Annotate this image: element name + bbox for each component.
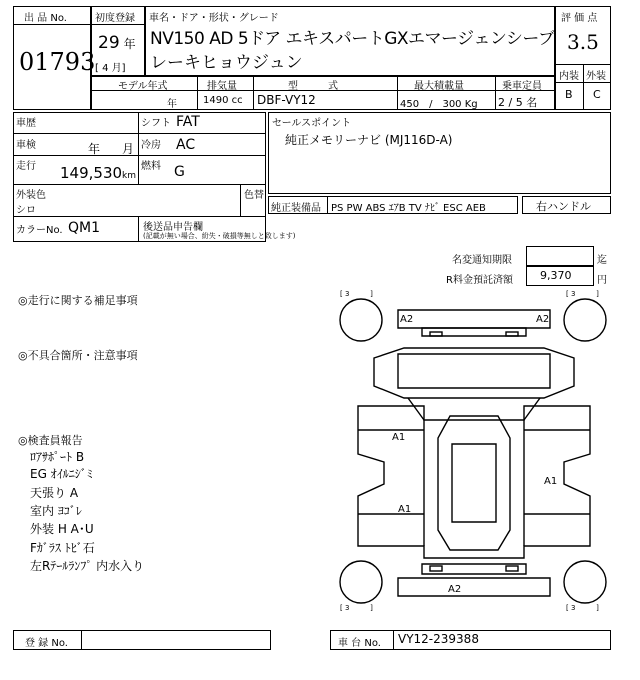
name-change-label: 名変通知期限 [452,255,512,266]
mileage-value: 149,530km [60,164,137,182]
rating-value: 3.5 [567,30,599,54]
chassis-no: VY12-239388 [398,632,479,646]
inspector-line: Fｶﾞﾗｽ ﾄﾋﾞ石 [30,541,95,555]
ac-label: 冷房 [141,140,161,151]
mark-front-left: A2 [400,314,414,325]
mark-rear-bumper: A2 [448,584,462,595]
ext-color-label: 外装色 [16,190,46,201]
inspection-month: 月 [122,142,135,156]
model-year-label: モデル年式 [118,81,168,92]
mileage-label: 走行 [16,161,36,172]
chassis-label: 車 台 No. [338,638,381,649]
aftermarket-note: (記載が無い場合、紛失・破損等無しと致します) [143,232,296,240]
model-label: 型 式 [288,81,338,92]
aftermarket-label: 後送品申告欄 [143,222,203,233]
inspector-line: 室内 ﾖｺﾞﾚ [30,504,82,518]
fuel-value: G [174,164,185,180]
ac-value: AC [176,137,196,153]
car-title-line2: レーキヒョウジュン [150,53,303,73]
car-title-line1: NV150 AD 5ドア エキスパートGXエマージェンシーブ [150,29,555,49]
inspection-year: 年 [88,142,101,156]
interior-grade: B [565,88,573,101]
equipment-value: PS PW ABS ｴｱB TV ﾅﾋﾞ ESC AEB [331,203,486,214]
history-label: 車歴 [16,118,36,129]
wheel-rear-left [340,561,382,603]
exterior-label: 外装 [586,71,606,82]
color-no-label: カラーNo. [16,225,63,236]
lot-no: 01793 [19,48,96,76]
displacement-label: 排気量 [207,81,237,92]
defects-label: ◎不具合箇所・注意事項 [18,349,138,362]
hood-outline [374,348,574,398]
name-change-unit: 迄 [597,255,607,266]
model-year-unit: 年 [167,99,177,110]
equipment-label: 純正装備品 [271,203,321,214]
roof-outline [438,416,510,550]
wheel-front-left [340,299,382,341]
lot-no-label: 出 品 No. [24,13,67,24]
model-code: DBF-VY12 [257,93,316,107]
repaint-label: 色替 [244,190,264,201]
sales-point-value: 純正メモリーナビ (MJ116D-A) [285,133,453,147]
mark-right-rear: A1 [544,476,558,487]
inspector-line: ﾛｱｻﾎﾟｰﾄ B [30,450,85,464]
recycle-label: R料金預託済額 [446,275,513,286]
mark-front-right: A2 [536,314,550,325]
diagram-corner-tl: [ 3 ] [340,290,373,298]
inspector-line: 左Rﾃｰﾙﾗﾝﾌﾟ 内水入り [30,559,145,573]
inspector-line: 外装 H A･U [30,522,94,536]
exterior-grade: C [593,88,601,101]
interior-label: 内装 [559,71,579,82]
wheel-front-right [564,299,606,341]
steering-value: 右ハンドル [536,200,591,213]
mark-left-rear-door: A1 [398,504,412,515]
diagram-corner-br: [ 3 ] [566,604,599,612]
max-load-label: 最大積載量 [414,81,464,92]
sales-point-label: セールスポイント [272,118,352,129]
fuel-label: 燃料 [141,161,161,172]
supplement-label: ◎走行に関する補足事項 [18,294,138,307]
shift-label: シフト [141,118,171,129]
capacity-label: 乗車定員 [502,81,542,92]
diagram-corner-bl: [ 3 ] [340,604,373,612]
max-load-value: 450 / 300 Kg [400,99,478,110]
first-reg-month: [ 4 月] [95,63,126,74]
name-change-box [526,246,594,266]
reg-no-label: 登 録 No. [25,638,68,649]
displacement-value: 1490 cc [203,95,243,106]
mark-left-front-door: A1 [392,432,406,443]
recycle-value: 9,370 [540,269,572,282]
inspector-label: ◎検査員報告 [18,434,83,447]
inspector-line: EG ｵｲﾙﾆｼﾞﾐ [30,467,93,481]
inspection-label: 車検 [16,140,36,151]
recycle-unit: 円 [597,275,607,286]
rating-label: 評 価 点 [561,13,598,24]
inspector-line: 天張り A [30,486,79,500]
ext-color-value: シロ [16,205,36,216]
title-header-label: 車名・ドア・形状・グレード [149,13,279,24]
shift-value: FAT [176,114,200,130]
car-damage-diagram [338,288,610,614]
diagram-corner-tr: [ 3 ] [566,290,599,298]
first-reg-label: 初度登録 [95,13,135,24]
front-bumper-outline [398,310,550,328]
capacity-value: 2 / 5 名 [498,96,538,109]
color-no-value: QM1 [68,220,101,236]
wheel-rear-right [564,561,606,603]
first-reg-year: 29 年 [98,33,136,53]
